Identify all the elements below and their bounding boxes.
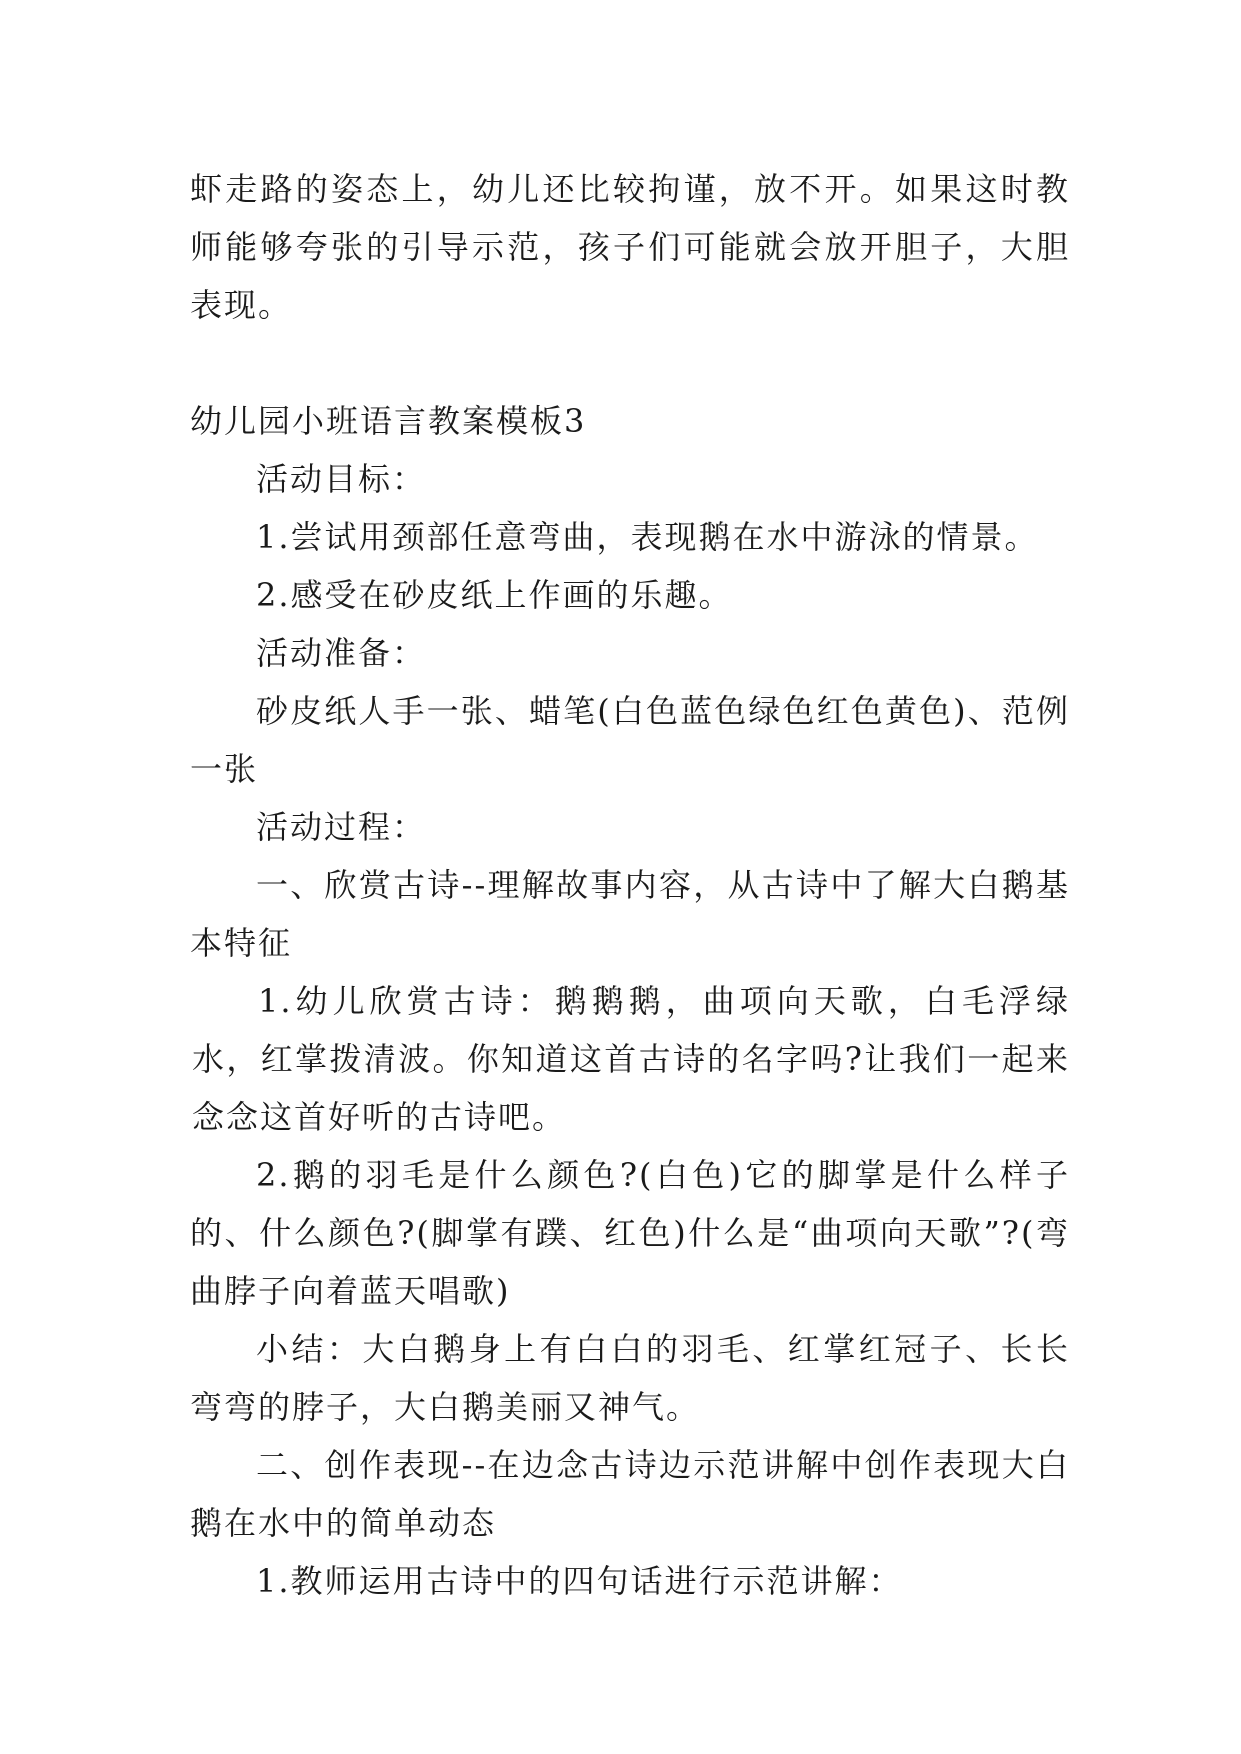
step-2-heading: 二、创作表现--在边念古诗边示范讲解中创作表现大白鹅在水中的简单动态	[190, 1446, 1070, 1542]
process-heading: 活动过程：	[256, 808, 427, 846]
document-body	[190, 160, 1070, 1610]
prep-text: 砂皮纸人手一张、蜡笔(白色蓝色绿色红色黄色)、范例一张	[190, 692, 1070, 788]
section-title: 幼儿园小班语言教案模板3	[190, 402, 587, 440]
prep-heading: 活动准备：	[256, 634, 427, 672]
goals-heading: 活动目标：	[256, 460, 427, 498]
step-1-heading: 一、欣赏古诗--理解故事内容，从古诗中了解大白鹅基本特征	[190, 866, 1070, 962]
step-1-item-1: 1.幼儿欣赏古诗：鹅鹅鹅，曲项向天歌，白毛浮绿水，红掌拨清波。你知道这首古诗的名字吗?让我们一起来念念这首好听的古诗吧。	[192, 982, 1070, 1136]
step-1-item-2: 2.鹅的羽毛是什么颜色?(白色)它的脚掌是什么样子的、什么颜色?(脚掌有蹼、红色)什么是“曲项向天歌”?(弯曲脖子向着蓝天唱歌)	[190, 1156, 1070, 1310]
step-2-item-1: 1.教师运用古诗中的四句话进行示范讲解：	[256, 1562, 903, 1600]
summary-paragraph: 小结：大白鹅身上有白白的羽毛、红掌红冠子、长长弯弯的脖子，大白鹅美丽又神气。	[190, 1330, 1070, 1426]
goal-item-2: 2.感受在砂皮纸上作画的乐趣。	[256, 576, 733, 614]
goal-item-1: 1.尝试用颈部任意弯曲，表现鹅在水中游泳的情景。	[256, 518, 1039, 556]
intro-paragraph: 虾走路的姿态上，幼儿还比较拘谨，放不开。如果这时教师能够夸张的引导示范，孩子们可能就会放开胆子，大胆表现。	[190, 170, 1070, 324]
